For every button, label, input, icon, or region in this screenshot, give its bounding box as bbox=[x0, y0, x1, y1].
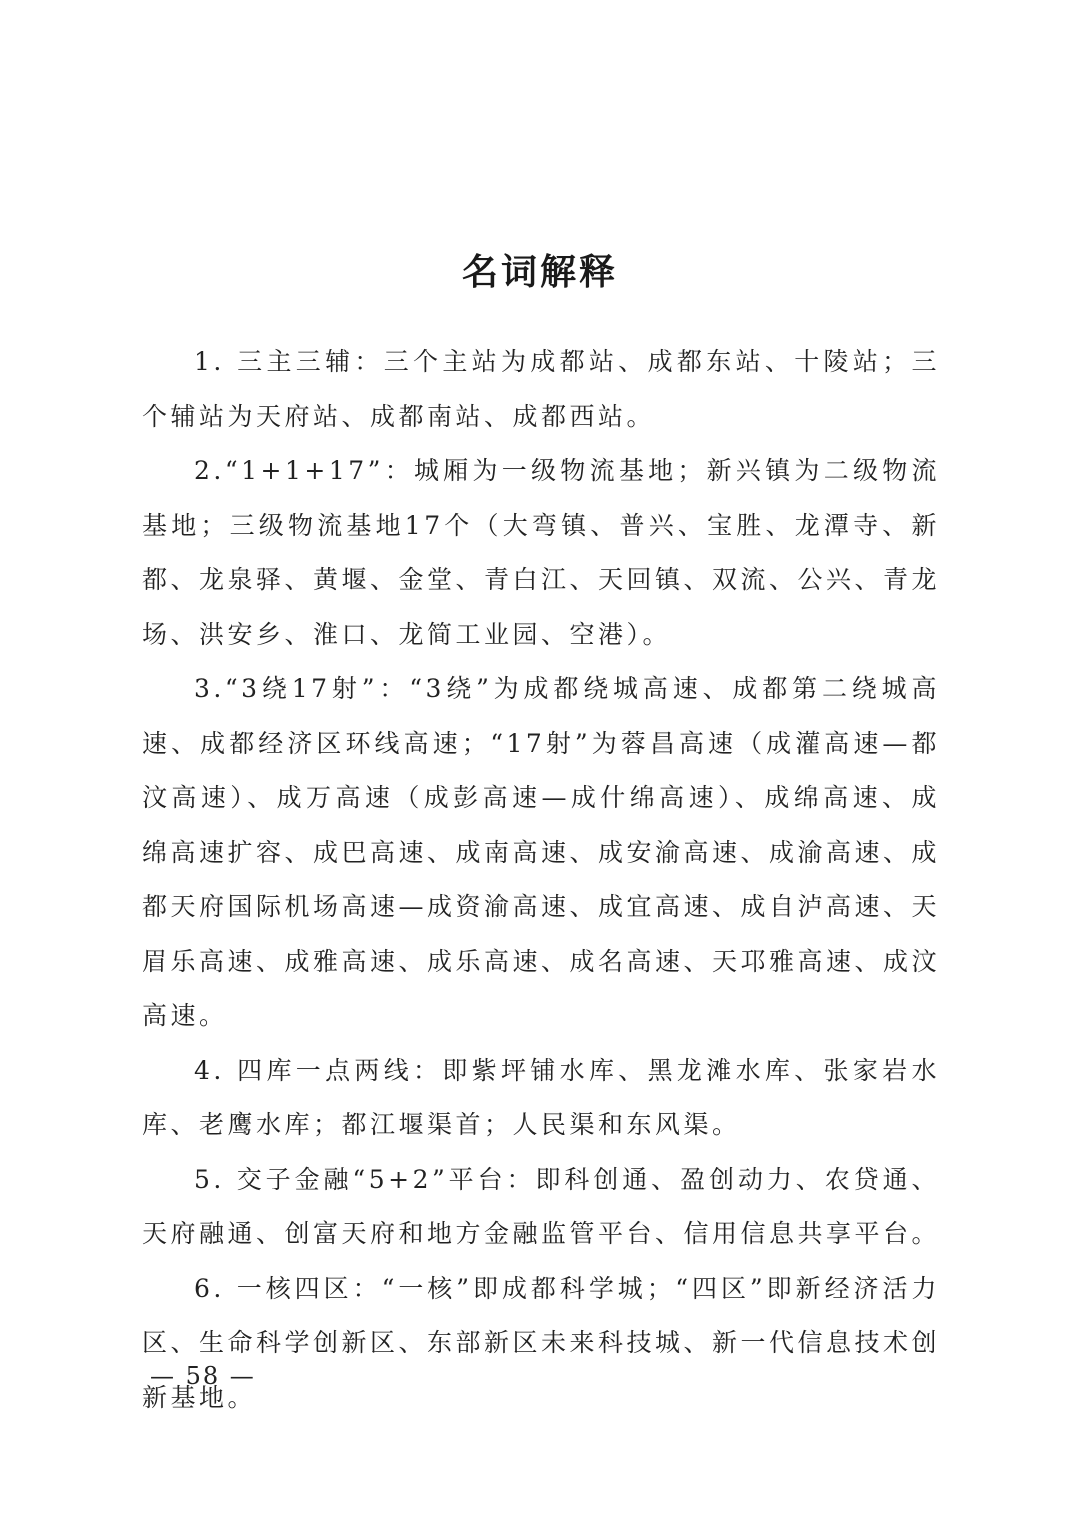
glossary-entry-3: 3.“3绕17射”：“3绕”为成都绕城高速、成都第二绕城高速、成都经济区环线高速；“17射”为蓉昌高速（成灌高速—都汶高速）、成万高速（成彭高速—成什绵高速）、成绵高速、成绵高速扩容、成巴高速、成南高速、成安渝高速、成渝高速、成都天府国际机场高速—成资渝高速、成宜高速、成自泸高速、天眉乐高速、成雅高速、成乐高速、成名高速、天邛雅高速、成汶高速。 bbox=[142, 674, 941, 1030]
glossary-body bbox=[142, 335, 940, 1425]
glossary-entry-2: 2.“1+1+17”：城厢为一级物流基地；新兴镇为二级物流基地；三级物流基地17个（大弯镇、普兴、宝胜、龙潭寺、新都、龙泉驿、黄堰、金堂、青白江、天回镇、双流、公兴、青龙场、洪安乡、淮口、龙简工业园、空港）。 bbox=[142, 456, 941, 649]
glossary-entry-4: 4. 四库一点两线：即紫坪铺水库、黑龙滩水库、张家岩水库、老鹰水库；都江堰渠首；人民渠和东风渠。 bbox=[142, 1055, 940, 1139]
page-number: — 58 — bbox=[150, 1362, 256, 1390]
page-title: 名词解释 bbox=[461, 251, 618, 294]
glossary-entry-1: 1. 三主三辅：三个主站为成都站、成都东站、十陵站；三个辅站为天府站、成都南站、成都西站。 bbox=[142, 347, 940, 431]
glossary-entry-6: 6. 一核四区：“一核”即成都科学城；“四区”即新经济活力区、生命科学创新区、东部新区未来科技城、新一代信息技术创新基地。 bbox=[142, 1273, 941, 1412]
glossary-entry-5: 5. 交子金融“5+2”平台：即科创通、盈创动力、农贷通、天府融通、创富天府和地方金融监管平台、信用信息共享平台。 bbox=[142, 1164, 941, 1248]
